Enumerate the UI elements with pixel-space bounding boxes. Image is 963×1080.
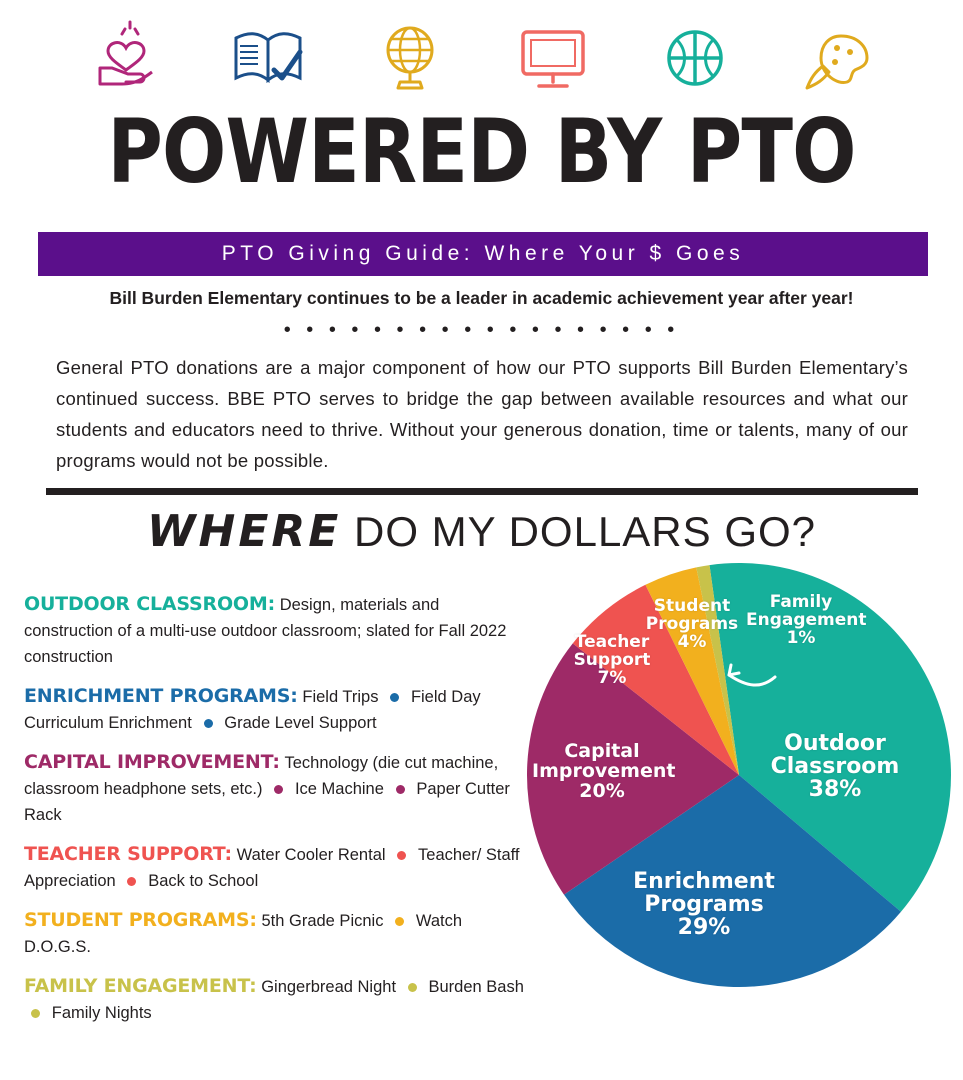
list-item bbox=[24, 750, 524, 828]
intro-paragraph: General PTO donations are a major component of how our PTO supports Bill Burden Elementary’s continued success. BBE PTO serves to bridge the gap between available resources and what our students and educators need to thrive. Without your generous donation, time or talents, many of our programs would not be possible. bbox=[56, 357, 908, 471]
legend-item-paper-cutter-rack: Paper Cutter Rack bbox=[24, 780, 510, 824]
pie-label-capital-improvement: Capital Improvement 20% bbox=[532, 740, 676, 802]
pie-label-outdoor-classroom: Outdoor Classroom 38% bbox=[770, 731, 900, 803]
dollars-pie-chart bbox=[524, 560, 954, 990]
legend-item-5th-grade-picnic: 5th Grade Picnic bbox=[261, 912, 384, 930]
legend-item-curriculum-enrichment: Curriculum Enrichment bbox=[24, 714, 192, 732]
section-heading bbox=[0, 506, 963, 557]
list-item bbox=[24, 974, 524, 1026]
legend-title-outdoor-classroom: OUTDOOR CLASSROOM: bbox=[24, 593, 275, 615]
pie-label-student-programs: Student Programs 4% bbox=[645, 596, 739, 652]
list-item bbox=[24, 908, 524, 960]
bullet-dot-icon bbox=[390, 693, 399, 702]
list-item bbox=[24, 684, 524, 736]
heart-in-hand-icon bbox=[83, 15, 169, 101]
section-heading-rest: DO MY DOLLARS GO? bbox=[354, 508, 817, 555]
bullet-dot-icon bbox=[395, 917, 404, 926]
legend-title-family-engagement: FAMILY ENGAGEMENT: bbox=[24, 975, 257, 997]
legend-item-watch-dogs: Watch D.O.G.S. bbox=[24, 912, 463, 956]
legend-item-grade-level-support: Grade Level Support bbox=[224, 714, 377, 732]
legend-item-staff-appreciation: Teacher/ Staff Appreciation bbox=[24, 846, 520, 890]
legend-list bbox=[24, 592, 524, 1040]
bullet-dot-icon bbox=[274, 785, 283, 794]
page-title: POWERED BY PTO bbox=[107, 100, 856, 203]
pie-label-teacher-support: Teacher Support 7% bbox=[573, 632, 651, 688]
legend-item-water-cooler-rental: Water Cooler Rental bbox=[236, 846, 386, 864]
bullet-dot-icon bbox=[397, 851, 406, 860]
legend-title-student-programs: STUDENT PROGRAMS: bbox=[24, 909, 257, 931]
bullet-dot-icon bbox=[127, 877, 136, 886]
bullet-dot-icon bbox=[31, 1009, 40, 1018]
legend-item-family-nights: Family Nights bbox=[51, 1004, 152, 1022]
pie-label-enrichment-programs: Enrichment Programs 29% bbox=[633, 869, 775, 941]
legend-title-enrichment-programs: ENRICHMENT PROGRAMS: bbox=[24, 685, 298, 707]
open-book-icon bbox=[225, 15, 311, 101]
section-heading-emphasis: WHERE bbox=[146, 506, 342, 557]
giving-guide-banner bbox=[38, 232, 928, 276]
banner-label: PTO Giving Guide: Where Your $ Goes bbox=[221, 242, 745, 265]
legend-item-back-to-school: Back to School bbox=[148, 872, 259, 890]
paint-palette-brush-icon bbox=[794, 15, 880, 101]
legend-item-burden-bash: Burden Bash bbox=[428, 978, 524, 996]
bullet-dot-icon bbox=[408, 983, 417, 992]
pie-label-family-engagement: Family Engagement 1% bbox=[746, 592, 867, 648]
section-divider bbox=[46, 488, 918, 495]
legend-item-gingerbread-night: Gingerbread Night bbox=[261, 978, 397, 996]
legend-item-field-day: Field Day bbox=[410, 688, 481, 706]
legend-title-teacher-support: TEACHER SUPPORT: bbox=[24, 843, 232, 865]
legend-item-technology: Technology (die cut machine, classroom headphone sets, etc.) bbox=[24, 754, 499, 798]
computer-monitor-icon bbox=[510, 15, 596, 101]
legend-item-field-trips: Field Trips bbox=[302, 688, 379, 706]
icon-strip bbox=[0, 8, 963, 108]
basketball-icon bbox=[652, 15, 738, 101]
lead-statement: Bill Burden Elementary continues to be a leader in academic achievement year after year! bbox=[109, 288, 854, 308]
legend-item-ice-machine: Ice Machine bbox=[294, 780, 384, 798]
bullet-dot-icon bbox=[204, 719, 213, 728]
list-item bbox=[24, 842, 524, 894]
dot-divider: • • • • • • • • • • • • • • • • • • bbox=[283, 319, 680, 341]
globe-icon bbox=[367, 15, 453, 101]
list-item bbox=[24, 592, 524, 670]
legend-body-outdoor-classroom: Design, materials and construction of a multi-use outdoor classroom; slated for Fall 2022 construction bbox=[24, 596, 507, 666]
legend-title-capital-improvement: CAPITAL IMPROVEMENT: bbox=[24, 751, 280, 773]
bullet-dot-icon bbox=[396, 785, 405, 794]
